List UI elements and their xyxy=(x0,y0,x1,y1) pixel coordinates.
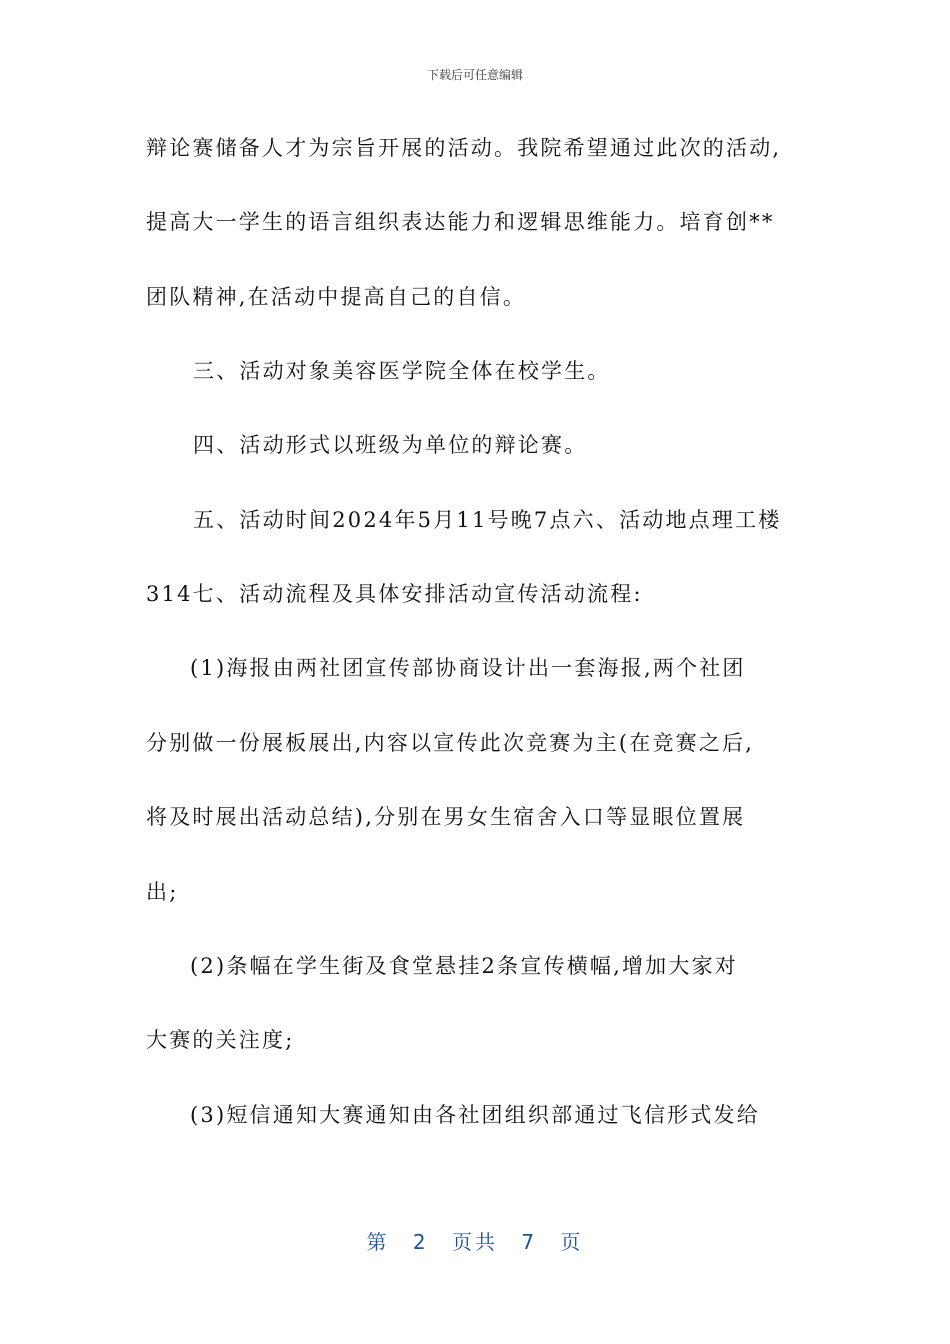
text-line: 团队精神,在活动中提高自己的自信。 xyxy=(146,285,527,309)
text-line: 分别做一份展板展出,内容以宣传此次竞赛为主(在竞赛之后, xyxy=(146,731,755,755)
section-four: 四、活动形式以班级为单位的辩论赛。 xyxy=(193,433,588,457)
download-note: 下载后可任意编辑 xyxy=(426,68,523,82)
item-two: (2)条幅在学生街及食堂悬挂2条宣传横幅,增加大家对 xyxy=(190,954,738,978)
item-three: (3)短信通知大赛通知由各社团组织部通过飞信形式发给 xyxy=(190,1103,760,1127)
text-line: 314七、活动流程及具体安排活动宣传活动流程: xyxy=(146,582,643,606)
page-number: 第 2 页共 7 页 xyxy=(366,1230,584,1254)
text-line: 出; xyxy=(146,880,179,904)
text-line: 辩论赛储备人才为宗旨开展的活动。我院希望通过此次的活动, xyxy=(146,136,782,160)
item-one: (1)海报由两社团宣传部协商设计出一套海报,两个社团 xyxy=(190,656,746,680)
section-five: 五、活动时间2024年5月11号晚7点六、活动地点理工楼 xyxy=(193,508,782,532)
text-line: 提高大一学生的语言组织表达能力和逻辑思维能力。培育创** xyxy=(146,210,775,234)
text-line: 将及时展出活动总结),分别在男女生宿舍入口等显眼位置展 xyxy=(146,805,746,829)
text-line: 大赛的关注度; xyxy=(146,1028,295,1052)
section-three: 三、活动对象美容医学院全体在校学生。 xyxy=(193,359,611,383)
